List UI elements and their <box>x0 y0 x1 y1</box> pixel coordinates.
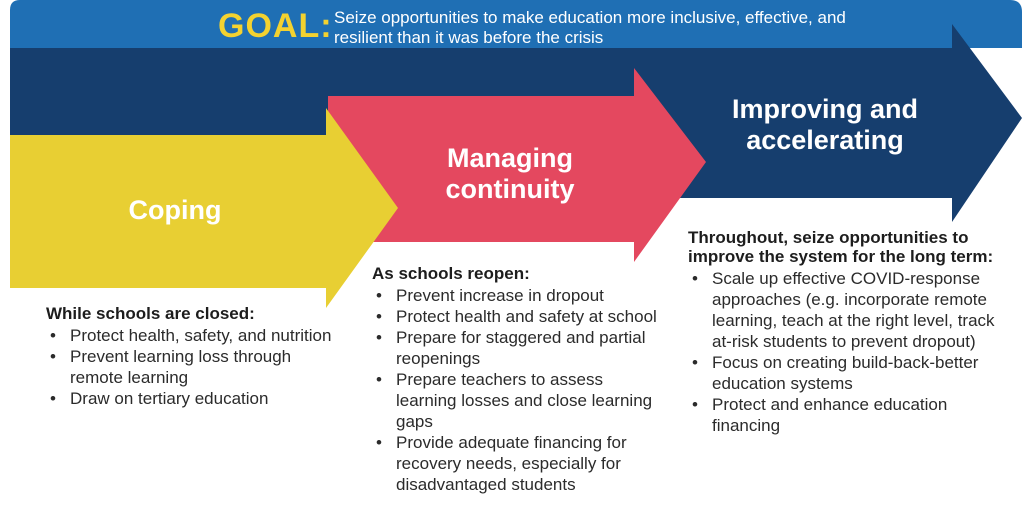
list-item: • Scale up effective COVID-response approaches (e.g. incorporate remote learning, teach at the right level, track at-risk students to prevent dropout) <box>688 268 1008 352</box>
coping-heading: While schools are closed: <box>46 304 255 323</box>
coping-list <box>46 325 336 409</box>
list-item: • Protect health and safety at school <box>372 306 662 327</box>
managing-title: Managing continuity <box>445 143 575 204</box>
managing-list <box>372 285 662 495</box>
managing-panel <box>372 264 662 495</box>
list-item: • Draw on tertiary education <box>46 388 336 409</box>
managing-heading: As schools reopen: <box>372 264 530 283</box>
coping-title: Coping <box>128 195 222 225</box>
list-item: • Protect health, safety, and nutrition <box>46 325 336 346</box>
improving-heading: Throughout, seize opportunities to improve the system for the long term: <box>688 228 994 266</box>
list-item: • Prepare teachers to assess learning losses and close learning gaps <box>372 369 662 432</box>
list-item: • Prevent increase in dropout <box>372 285 662 306</box>
list-item: • Focus on creating build-back-better education systems <box>688 352 1008 394</box>
list-item: • Prepare for staggered and partial reopenings <box>372 327 662 369</box>
list-item: • Prevent learning loss through remote learning <box>46 346 336 388</box>
list-item: • Provide adequate financing for recovery needs, especially for disadvantaged students <box>372 432 662 495</box>
improving-title: Improving and accelerating <box>731 94 918 155</box>
list-item: • Protect and enhance education financing <box>688 394 1008 436</box>
improving-panel <box>688 228 1008 436</box>
goal-text: Seize opportunities to make education more inclusive, effective, and resilient than it was before the crisis <box>334 8 846 47</box>
improving-list <box>688 268 1008 436</box>
goal-label: GOAL: <box>218 7 333 45</box>
coping-panel <box>46 304 336 409</box>
